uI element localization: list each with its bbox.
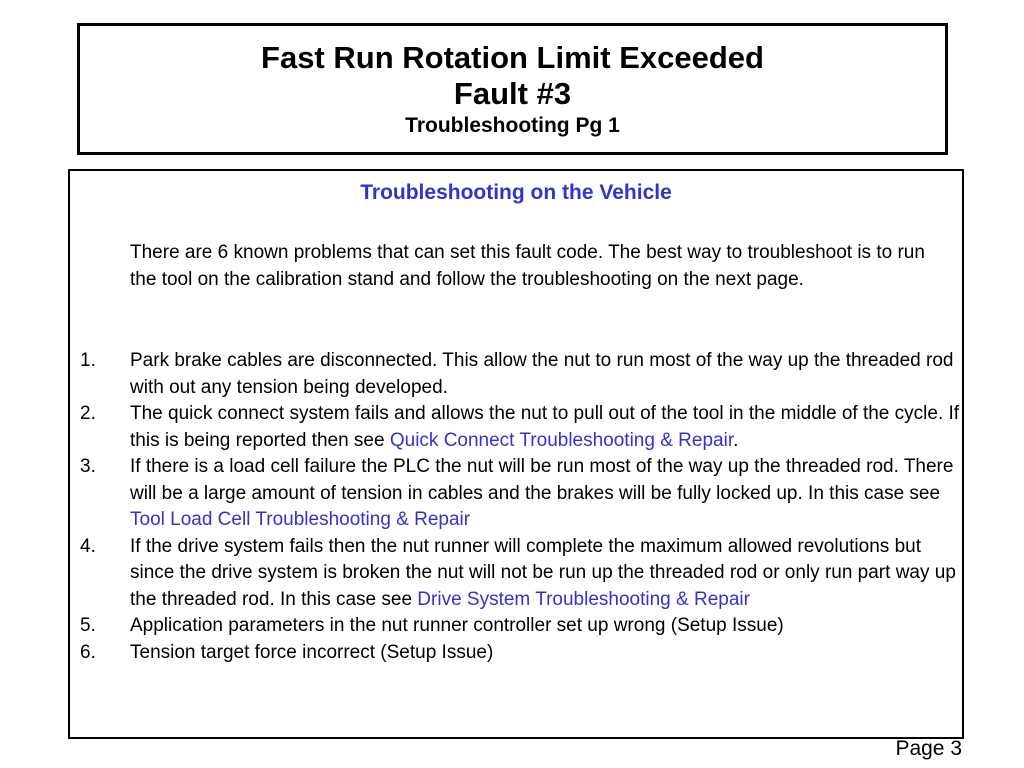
list-number: 5.: [80, 615, 96, 636]
problem-list: [70, 348, 960, 666]
list-number: 4.: [80, 535, 96, 557]
load-cell-link[interactable]: Tool Load Cell Troubleshooting & Repair: [130, 509, 471, 530]
list-number: 1.: [80, 350, 96, 371]
list-text: Park brake cables are disconnected. This allow the nut to run most of the way up the threaded rod with out any tension being developed.: [130, 350, 954, 398]
page-number: Page 3: [895, 737, 962, 760]
list-text: If there is a load cell failure the PLC the nut will be run most of the way up the threaded rod. There will be a large amount of tension in cables and the brakes will be fully locked up. In this case see: [130, 456, 954, 504]
list-suffix: .: [733, 429, 739, 451]
page-title: Fast Run Rotation Limit Exceeded: [261, 40, 764, 75]
list-item-6: [70, 640, 960, 667]
content-box: [68, 169, 964, 739]
list-item-1: [70, 348, 960, 401]
list-item-3: [70, 454, 960, 534]
list-number: 6.: [80, 641, 96, 663]
intro-paragraph: There are 6 known problems that can set this fault code. The best way to troubleshoot is to run the tool on the calibration stand and follow the troubleshooting on the next page.: [130, 242, 925, 290]
page-subtitle: Troubleshooting Pg 1: [405, 114, 620, 137]
list-text: If the drive system fails then the nut runner will complete the maximum allowed revolutions but since the drive system is broken the nut will not be run up the threaded rod or only run part way up the threaded rod. In this case see: [130, 535, 956, 610]
list-text: Tension target force incorrect (Setup Issue): [130, 641, 494, 663]
title-box: [77, 23, 948, 155]
list-item-5: [70, 613, 960, 640]
list-number: 2.: [80, 403, 96, 424]
section-heading: Troubleshooting on the Vehicle: [360, 181, 672, 204]
list-item-4: [70, 534, 960, 614]
list-number: 3.: [80, 456, 96, 477]
list-text: The quick connect system fails and allows the nut to pull out of the tool in the middle of the cycle. If this is being reported then see: [130, 403, 960, 451]
fault-number: Fault #3: [453, 76, 572, 111]
list-text: Application parameters in the nut runner controller set up wrong (Setup Issue): [130, 615, 784, 636]
quick-connect-link[interactable]: Quick Connect Troubleshooting & Repair: [389, 429, 734, 451]
list-item-2: [70, 401, 960, 454]
drive-system-link[interactable]: Drive System Troubleshooting & Repair: [417, 588, 750, 610]
